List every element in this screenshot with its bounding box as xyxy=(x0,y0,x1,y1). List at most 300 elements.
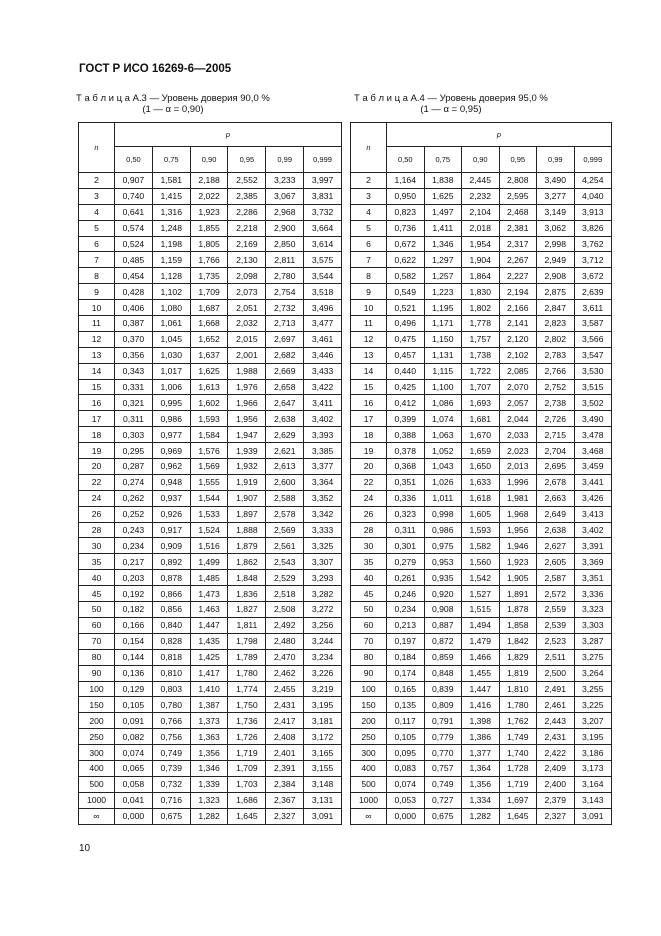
value-cell: 1,625 xyxy=(424,188,462,204)
n-cell: 150 xyxy=(351,697,387,713)
value-cell: 3,244 xyxy=(304,633,342,649)
table-row xyxy=(351,474,612,490)
value-cell: 0,387 xyxy=(115,316,153,332)
n-cell: ∞ xyxy=(79,808,115,824)
value-cell: 0,975 xyxy=(424,538,462,554)
value-cell: 2,726 xyxy=(537,411,575,427)
value-cell: 3,091 xyxy=(304,808,342,824)
value-cell: 0,370 xyxy=(115,331,153,347)
value-cell: 0,074 xyxy=(387,776,425,792)
value-cell: 2,384 xyxy=(266,776,304,792)
n-cell: 22 xyxy=(351,474,387,490)
value-cell: 1,581 xyxy=(152,173,190,189)
n-cell: 1000 xyxy=(351,792,387,808)
table-row xyxy=(79,506,342,522)
n-cell: 250 xyxy=(79,729,115,745)
value-cell: 2,194 xyxy=(499,284,537,300)
value-cell: 2,663 xyxy=(537,490,575,506)
value-cell: 1,904 xyxy=(462,252,500,268)
n-cell: 6 xyxy=(351,236,387,252)
n-cell: 60 xyxy=(351,617,387,633)
value-cell: 2,385 xyxy=(228,188,266,204)
value-cell: 3,377 xyxy=(304,459,342,475)
value-cell: 0,213 xyxy=(387,617,425,633)
value-cell: 2,561 xyxy=(266,538,304,554)
value-cell: 1,968 xyxy=(499,506,537,522)
value-cell: 0,041 xyxy=(115,792,153,808)
value-cell: 0,440 xyxy=(387,363,425,379)
n-cell: 35 xyxy=(79,554,115,570)
value-cell: 2,455 xyxy=(266,681,304,697)
value-cell: 2,379 xyxy=(537,792,575,808)
value-cell: 3,402 xyxy=(574,522,612,538)
value-cell: 2,605 xyxy=(537,554,575,570)
value-cell: 1,923 xyxy=(190,204,228,220)
table-row xyxy=(79,395,342,411)
table-row xyxy=(79,808,342,824)
value-cell: 1,709 xyxy=(228,760,266,776)
value-cell: 0,105 xyxy=(115,697,153,713)
n-cell: 16 xyxy=(351,395,387,411)
value-cell: 3,091 xyxy=(574,808,612,824)
value-cell: 0,074 xyxy=(115,745,153,761)
n-cell: 26 xyxy=(79,506,115,522)
value-cell: 2,754 xyxy=(266,284,304,300)
value-cell: 2,511 xyxy=(537,649,575,665)
table-a4 xyxy=(350,122,612,825)
value-cell: 1,762 xyxy=(499,713,537,729)
value-cell: 1,842 xyxy=(499,633,537,649)
n-cell: 5 xyxy=(351,220,387,236)
value-cell: 0,756 xyxy=(152,729,190,745)
table-row xyxy=(79,697,342,713)
value-cell: 0,926 xyxy=(152,506,190,522)
table-row xyxy=(79,188,342,204)
value-cell: 1,897 xyxy=(228,506,266,522)
value-cell: 1,026 xyxy=(424,474,462,490)
value-cell: 3,411 xyxy=(304,395,342,411)
n-cell: 14 xyxy=(351,363,387,379)
table-row xyxy=(351,411,612,427)
value-cell: 0,953 xyxy=(424,554,462,570)
value-cell: 3,173 xyxy=(574,760,612,776)
table-row xyxy=(79,284,342,300)
value-cell: 0,818 xyxy=(152,649,190,665)
value-cell: 0,828 xyxy=(152,633,190,649)
value-cell: 1,659 xyxy=(462,443,500,459)
n-cell: 10 xyxy=(351,300,387,316)
n-cell: 90 xyxy=(351,665,387,681)
table-row xyxy=(79,443,342,459)
value-cell: 0,740 xyxy=(115,188,153,204)
value-cell: 1,778 xyxy=(462,316,500,332)
value-cell: 3,913 xyxy=(574,204,612,220)
n-cell: 30 xyxy=(79,538,115,554)
value-cell: 3,323 xyxy=(574,602,612,618)
value-cell: 0,274 xyxy=(115,474,153,490)
table-row xyxy=(79,268,342,284)
column-header-p: p xyxy=(387,123,612,147)
value-cell: 1,956 xyxy=(499,522,537,538)
value-cell: 3,672 xyxy=(574,268,612,284)
n-cell: 22 xyxy=(79,474,115,490)
value-cell: 0,475 xyxy=(387,331,425,347)
value-cell: 2,480 xyxy=(266,633,304,649)
table-row xyxy=(79,586,342,602)
value-cell: 2,627 xyxy=(537,538,575,554)
value-cell: 2,529 xyxy=(266,570,304,586)
value-cell: 1,086 xyxy=(424,395,462,411)
value-cell: 1,819 xyxy=(499,665,537,681)
value-cell: 3,826 xyxy=(574,220,612,236)
value-cell: 0,839 xyxy=(424,681,462,697)
value-cell: 3,762 xyxy=(574,236,612,252)
value-cell: 3,293 xyxy=(304,570,342,586)
value-cell: 2,875 xyxy=(537,284,575,300)
value-cell: 3,256 xyxy=(304,617,342,633)
value-cell: 3,446 xyxy=(304,347,342,363)
value-cell: 3,277 xyxy=(537,188,575,204)
value-cell: 3,478 xyxy=(574,427,612,443)
value-cell: 1,633 xyxy=(462,474,500,490)
table-row xyxy=(79,411,342,427)
value-cell: 0,117 xyxy=(387,713,425,729)
value-cell: 3,255 xyxy=(574,681,612,697)
value-cell: 0,859 xyxy=(424,649,462,665)
value-cell: 2,102 xyxy=(499,347,537,363)
n-cell: 100 xyxy=(79,681,115,697)
table-row xyxy=(351,188,612,204)
value-cell: 0,279 xyxy=(387,554,425,570)
value-cell: 2,141 xyxy=(499,316,537,332)
value-cell: 0,732 xyxy=(152,776,190,792)
table-row xyxy=(351,284,612,300)
value-cell: 0,351 xyxy=(387,474,425,490)
table-row xyxy=(79,331,342,347)
n-cell: 80 xyxy=(351,649,387,665)
n-cell: 11 xyxy=(351,316,387,332)
value-cell: 3,219 xyxy=(304,681,342,697)
n-cell: 8 xyxy=(79,268,115,284)
value-cell: 1,879 xyxy=(228,538,266,554)
value-cell: 2,600 xyxy=(266,474,304,490)
value-cell: 0,000 xyxy=(115,808,153,824)
column-header-p-value: 0,95 xyxy=(499,147,537,173)
value-cell: 0,065 xyxy=(115,760,153,776)
value-cell: 0,521 xyxy=(387,300,425,316)
column-header-p-value: 0,75 xyxy=(152,147,190,173)
table-a3-caption xyxy=(76,93,270,115)
column-header-p-value: 0,50 xyxy=(387,147,425,173)
value-cell: 0,809 xyxy=(424,697,462,713)
value-cell: 0,457 xyxy=(387,347,425,363)
value-cell: 3,307 xyxy=(304,554,342,570)
value-cell: 1,645 xyxy=(499,808,537,824)
value-cell: 2,808 xyxy=(499,173,537,189)
value-cell: 0,887 xyxy=(424,617,462,633)
value-cell: 0,998 xyxy=(424,506,462,522)
column-header-p-value: 0,99 xyxy=(266,147,304,173)
value-cell: 0,303 xyxy=(115,427,153,443)
value-cell: 3,225 xyxy=(574,697,612,713)
value-cell: 3,831 xyxy=(304,188,342,204)
value-cell: 3,336 xyxy=(574,586,612,602)
value-cell: 0,154 xyxy=(115,633,153,649)
table-a4-caption-title: Т а б л и ц а А.4 — Уровень доверия 95,0 % xyxy=(354,93,548,104)
value-cell: 3,575 xyxy=(304,252,342,268)
table-row xyxy=(79,633,342,649)
value-cell: 1,726 xyxy=(228,729,266,745)
value-cell: 2,169 xyxy=(228,236,266,252)
value-cell: 3,732 xyxy=(304,204,342,220)
value-cell: 1,171 xyxy=(424,316,462,332)
n-cell: 9 xyxy=(79,284,115,300)
value-cell: 0,234 xyxy=(387,602,425,618)
value-cell: 2,738 xyxy=(537,395,575,411)
value-cell: 0,622 xyxy=(387,252,425,268)
value-cell: 1,738 xyxy=(462,347,500,363)
value-cell: 0,749 xyxy=(152,745,190,761)
value-cell: 1,080 xyxy=(152,300,190,316)
value-cell: 1,524 xyxy=(190,522,228,538)
value-cell: 1,966 xyxy=(228,395,266,411)
table-row xyxy=(351,300,612,316)
n-cell: 14 xyxy=(79,363,115,379)
value-cell: 1,346 xyxy=(190,760,228,776)
value-cell: 0,986 xyxy=(152,411,190,427)
value-cell: 0,917 xyxy=(152,522,190,538)
value-cell: 1,670 xyxy=(462,427,500,443)
value-cell: 1,740 xyxy=(499,745,537,761)
value-cell: 0,428 xyxy=(115,284,153,300)
value-cell: 0,174 xyxy=(387,665,425,681)
n-cell: 26 xyxy=(351,506,387,522)
value-cell: 2,629 xyxy=(266,427,304,443)
value-cell: 0,425 xyxy=(387,379,425,395)
value-cell: 0,791 xyxy=(424,713,462,729)
value-cell: 3,544 xyxy=(304,268,342,284)
value-cell: 1,555 xyxy=(190,474,228,490)
value-cell: 1,637 xyxy=(190,347,228,363)
value-cell: 0,166 xyxy=(115,617,153,633)
value-cell: 1,802 xyxy=(462,300,500,316)
value-cell: 1,045 xyxy=(152,331,190,347)
value-cell: 2,051 xyxy=(228,300,266,316)
value-cell: 3,234 xyxy=(304,649,342,665)
value-cell: 0,217 xyxy=(115,554,153,570)
value-cell: 1,719 xyxy=(499,776,537,792)
value-cell: 3,477 xyxy=(304,316,342,332)
value-cell: 1,905 xyxy=(499,570,537,586)
column-header-p-value: 0,90 xyxy=(462,147,500,173)
value-cell: 0,727 xyxy=(424,792,462,808)
table-row xyxy=(351,379,612,395)
value-cell: 2,431 xyxy=(266,697,304,713)
value-cell: 1,722 xyxy=(462,363,500,379)
value-cell: 0,454 xyxy=(115,268,153,284)
value-cell: 2,400 xyxy=(537,776,575,792)
value-cell: 1,425 xyxy=(190,649,228,665)
value-cell: 1,838 xyxy=(424,173,462,189)
n-cell: 9 xyxy=(351,284,387,300)
value-cell: 0,736 xyxy=(387,220,425,236)
value-cell: 2,431 xyxy=(537,729,575,745)
value-cell: 3,441 xyxy=(574,474,612,490)
value-cell: 2,085 xyxy=(499,363,537,379)
value-cell: 3,195 xyxy=(304,697,342,713)
table-row xyxy=(79,173,342,189)
n-cell: 60 xyxy=(79,617,115,633)
n-cell: 19 xyxy=(351,443,387,459)
table-row xyxy=(351,268,612,284)
value-cell: 1,605 xyxy=(462,506,500,522)
value-cell: 1,593 xyxy=(462,522,500,538)
value-cell: 0,675 xyxy=(424,808,462,824)
value-cell: 1,735 xyxy=(190,268,228,284)
n-cell: 28 xyxy=(79,522,115,538)
value-cell: 0,311 xyxy=(387,522,425,538)
value-cell: 1,907 xyxy=(228,490,266,506)
table-row xyxy=(79,522,342,538)
value-cell: 2,104 xyxy=(462,204,500,220)
value-cell: 1,102 xyxy=(152,284,190,300)
value-cell: 3,226 xyxy=(304,665,342,681)
table-row xyxy=(351,554,612,570)
value-cell: 3,614 xyxy=(304,236,342,252)
value-cell: 0,995 xyxy=(152,395,190,411)
value-cell: 0,823 xyxy=(387,204,425,220)
value-cell: 1,494 xyxy=(462,617,500,633)
table-row xyxy=(79,427,342,443)
table-row xyxy=(79,776,342,792)
value-cell: 3,131 xyxy=(304,792,342,808)
value-cell: 3,468 xyxy=(574,443,612,459)
value-cell: 1,736 xyxy=(228,713,266,729)
value-cell: 2,022 xyxy=(190,188,228,204)
value-cell: 1,774 xyxy=(228,681,266,697)
value-cell: 3,391 xyxy=(574,538,612,554)
table-row xyxy=(351,236,612,252)
value-cell: 2,188 xyxy=(190,173,228,189)
value-cell: 3,275 xyxy=(574,649,612,665)
n-cell: 200 xyxy=(351,713,387,729)
value-cell: 0,197 xyxy=(387,633,425,649)
value-cell: 1,576 xyxy=(190,443,228,459)
value-cell: 1,485 xyxy=(190,570,228,586)
value-cell: 1,479 xyxy=(462,633,500,649)
table-row xyxy=(351,252,612,268)
value-cell: 0,937 xyxy=(152,490,190,506)
n-cell: 12 xyxy=(79,331,115,347)
value-cell: 3,547 xyxy=(574,347,612,363)
column-header-p-value: 0,999 xyxy=(304,147,342,173)
table-row xyxy=(79,379,342,395)
value-cell: 1,687 xyxy=(190,300,228,316)
value-cell: 1,749 xyxy=(499,729,537,745)
value-cell: 3,172 xyxy=(304,729,342,745)
table-row xyxy=(79,681,342,697)
value-cell: 2,539 xyxy=(537,617,575,633)
value-cell: 1,981 xyxy=(499,490,537,506)
value-cell: 2,949 xyxy=(537,252,575,268)
value-cell: 1,377 xyxy=(462,745,500,761)
value-cell: 0,165 xyxy=(387,681,425,697)
n-cell: 7 xyxy=(351,252,387,268)
n-cell: 6 xyxy=(79,236,115,252)
value-cell: 3,186 xyxy=(574,745,612,761)
value-cell: 1,757 xyxy=(462,331,500,347)
n-cell: 24 xyxy=(351,490,387,506)
value-cell: 1,410 xyxy=(190,681,228,697)
table-row xyxy=(351,697,612,713)
n-cell: 150 xyxy=(79,697,115,713)
value-cell: 3,997 xyxy=(304,173,342,189)
value-cell: 0,716 xyxy=(152,792,190,808)
n-cell: 17 xyxy=(351,411,387,427)
value-cell: 1,499 xyxy=(190,554,228,570)
n-cell: 2 xyxy=(79,173,115,189)
value-cell: 0,378 xyxy=(387,443,425,459)
n-cell: 1000 xyxy=(79,792,115,808)
value-cell: 2,032 xyxy=(228,316,266,332)
table-a4-caption-formula: (1 — α = 0,95) xyxy=(420,104,482,115)
table-row xyxy=(79,474,342,490)
value-cell: 0,261 xyxy=(387,570,425,586)
value-cell: 1,830 xyxy=(462,284,500,300)
value-cell: 1,625 xyxy=(190,363,228,379)
value-cell: 0,848 xyxy=(424,665,462,681)
value-cell: 0,909 xyxy=(152,538,190,554)
value-cell: 3,282 xyxy=(304,586,342,602)
value-cell: 1,323 xyxy=(190,792,228,808)
value-cell: 2,462 xyxy=(266,665,304,681)
value-cell: 2,391 xyxy=(266,760,304,776)
value-cell: 1,527 xyxy=(462,586,500,602)
value-cell: 2,367 xyxy=(266,792,304,808)
table-row xyxy=(79,363,342,379)
column-header-p-value: 0,95 xyxy=(228,147,266,173)
value-cell: 3,351 xyxy=(574,570,612,586)
value-cell: 1,811 xyxy=(228,617,266,633)
value-cell: 0,321 xyxy=(115,395,153,411)
table-row xyxy=(351,681,612,697)
value-cell: 1,516 xyxy=(190,538,228,554)
value-cell: 0,301 xyxy=(387,538,425,554)
value-cell: 3,149 xyxy=(537,204,575,220)
value-cell: 3,515 xyxy=(574,379,612,395)
value-cell: 2,227 xyxy=(499,268,537,284)
value-cell: 2,044 xyxy=(499,411,537,427)
value-cell: 1,709 xyxy=(190,284,228,300)
value-cell: 3,067 xyxy=(266,188,304,204)
value-cell: 2,073 xyxy=(228,284,266,300)
n-cell: 19 xyxy=(79,443,115,459)
value-cell: 3,426 xyxy=(574,490,612,506)
value-cell: 2,647 xyxy=(266,395,304,411)
value-cell: 2,508 xyxy=(266,602,304,618)
value-cell: 0,311 xyxy=(115,411,153,427)
value-cell: 1,988 xyxy=(228,363,266,379)
value-cell: 2,443 xyxy=(537,713,575,729)
value-cell: 2,267 xyxy=(499,252,537,268)
value-cell: 1,411 xyxy=(424,220,462,236)
column-header-p-value: 0,99 xyxy=(537,147,575,173)
value-cell: 2,732 xyxy=(266,300,304,316)
n-cell: 7 xyxy=(79,252,115,268)
column-header-p-value: 0,999 xyxy=(574,147,612,173)
value-cell: 0,779 xyxy=(424,729,462,745)
value-cell: 0,920 xyxy=(424,586,462,602)
